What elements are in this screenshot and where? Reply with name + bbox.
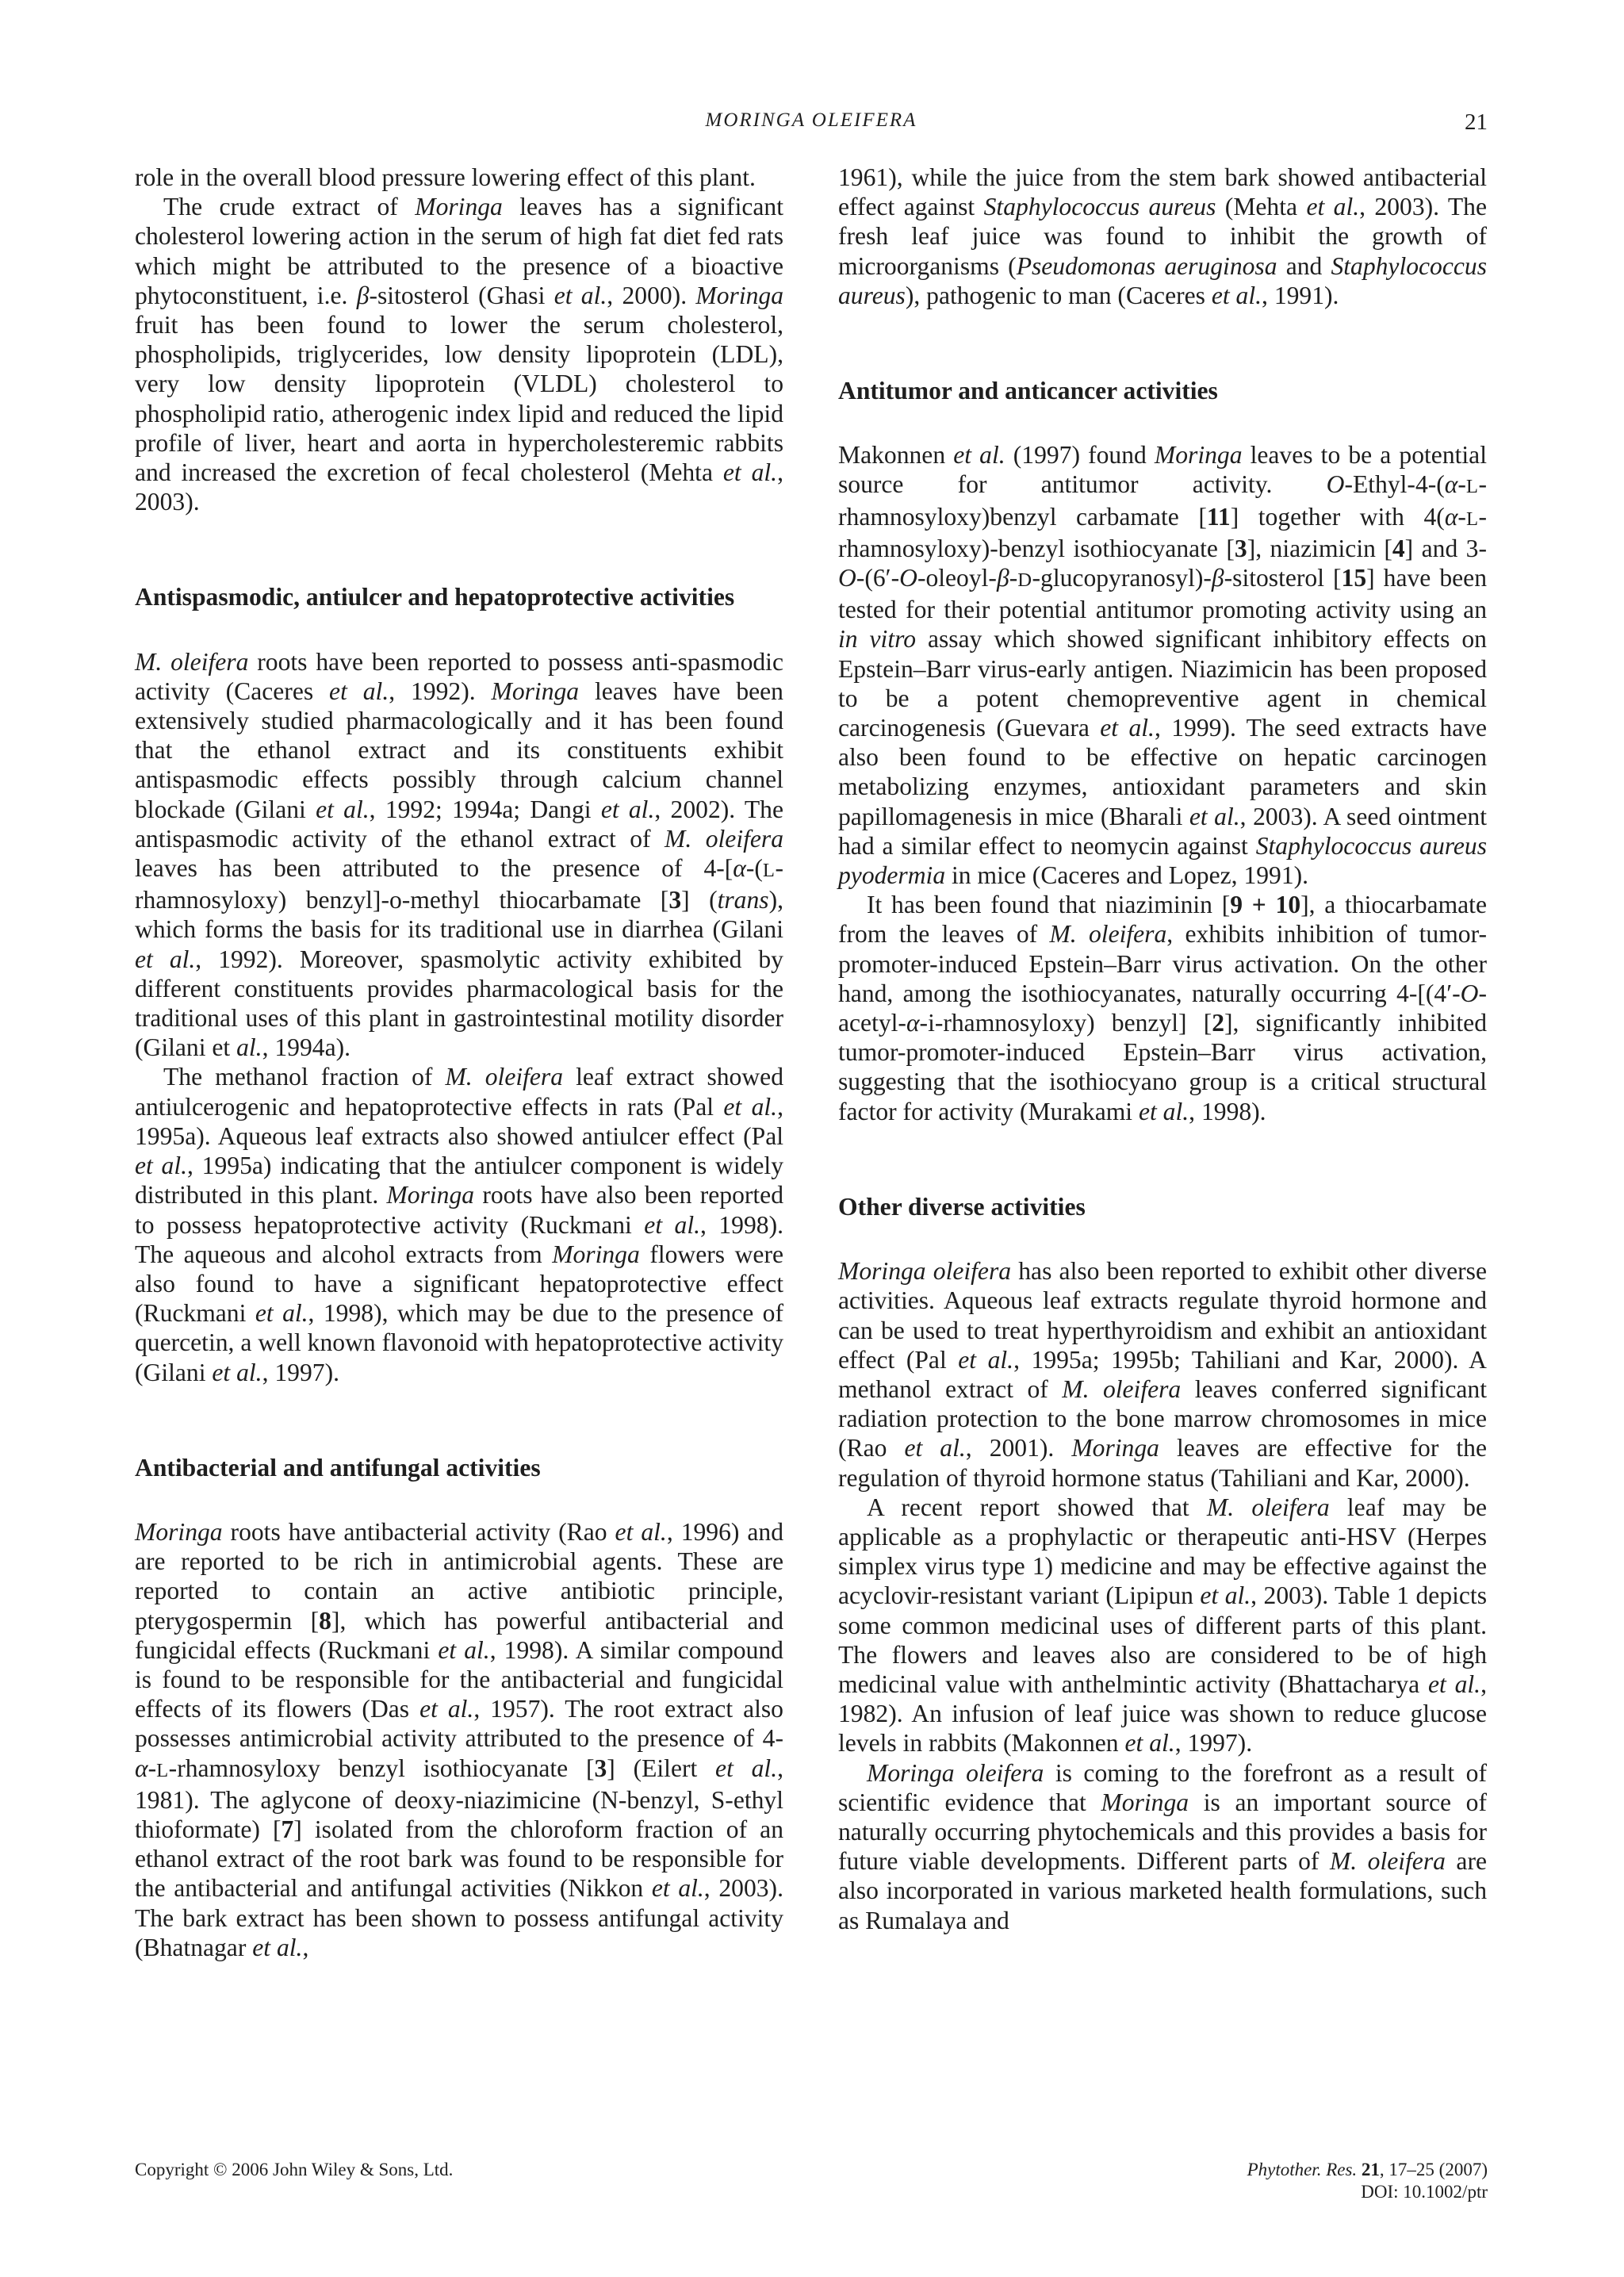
right-column <box>838 163 1487 1935</box>
paragraph: It has been found that niaziminin [9 + 10], a thiocarbamate from the leaves of M. oleifera, exhibits inhibition of tumor-promoter-induced Epstein–Barr virus activation. On the other hand, among the isothiocyanates, naturally occurring 4-[(4′-O-acetyl-α-i-rhamnosyloxy) benzyl] [2], significantly inhibited tumor-promoter-induced Epstein–Barr virus activation, suggesting that the isothiocyano group is a critical structural factor for activity (Murakami et al., 1998). <box>838 891 1487 1125</box>
paragraph: role in the overall blood pressure lowering effect of this plant. <box>135 163 756 191</box>
paragraph: The methanol fraction of M. oleifera leaf extract showed antiulcerogenic and hepatoprotective effects in rats (Pal et al., 1995a). Aqueous leaf extracts also showed antiulcer effect (Pal et al., 1995a) indicating that the antiulcer component is widely distributed in this plant. Moringa roots have also been reported to possess hepatoprotective activity (Ruckmani et al., 1998). The aqueous and alcohol extracts from Moringa flowers were also found to have a significant hepatoprotective effect (Ruckmani et al., 1998), which may be due to the presence of quercetin, a well known flavonoid with hepatoprotective activity (Gilani et al., 1997). <box>135 1063 784 1386</box>
paragraph: Makonnen et al. (1997) found Moringa leaves to be a potential source for antitumor activity. O-Ethyl-4-(α-L-rhamnosyloxy)benzyl carbamate [11] together with 4(α-L-rhamnosyloxy)-benzyl isothiocyanate [3], niazimicin [4] and 3-O-(6′-O-oleoyl-β-D-glucopyranosyl)-β-sitosterol [15] have been tested for their potential antitumor promoting activity using an in vitro assay which showed significant inhibitory effects on Epstein–Barr virus-early antigen. Niazimicin has been proposed to be a potent chemopreventive agent in chemical carcinogenesis (Guevara et al., 1999). The seed extracts have also been found to be effective on hepatic carcinogen metabolizing enzymes, antioxidant parameters and skin papillomagenesis in mice (Bharali et al., 2003). A seed ointment had a similar effect to neomycin against Staphylococcus aureus pyodermia in mice (Caceres and Lopez, 1991). <box>838 441 1488 890</box>
doi: DOI: 10.1002/ptr <box>1361 2182 1488 2202</box>
paragraph: 1961), while the juice from the stem bark showed antibacterial effect against Staphylococcus aureus (Mehta et al., 2003). The fresh leaf juice was found to inhibit the growth of microorganisms (Pseudomonas aeruginosa and Staphylococcus aureus), pathogenic to man (Caceres et al., 1991). <box>838 163 1487 309</box>
journal-name: Phytother. Res. <box>1247 2160 1358 2179</box>
section-heading: Antitumor and anticancer activities <box>838 377 1218 405</box>
paragraph: A recent report showed that M. oleifera leaf may be applicable as a prophylactic or therapeutic anti-HSV (Herpes simplex virus type 1) medicine and may be effective against the acyclovir-resistant variant (Lipipun et al., 2003). Table 1 depicts some common medicinal uses of different parts of this plant. The flowers and leaves also are considered to be of high medicinal value with anthelmintic activity (Bhattacharya et al., 1982). An infusion of leaf juice was shown to reduce glucose levels in rabbits (Makonnen et al., 1997). <box>838 1493 1487 1758</box>
journal-citation <box>1247 2159 1488 2203</box>
paragraph: Moringa oleifera has also been reported to exhibit other diverse activities. Aqueous leaf extracts regulate thyroid hormone and can be used to treat hyperthyroidism and exhibit an antioxidant effect (Pal et al., 1995a; 1995b; Tahiliani and Kar, 2000). A methanol extract of M. oleifera leaves conferred significant radiation protection to the bone marrow chromosomes in mice (Rao et al., 2001). Moringa leaves are effective for the regulation of thyroid hormone status (Tahiliani and Kar, 2000). <box>838 1257 1487 1492</box>
page-number: 21 <box>1465 109 1488 135</box>
paragraph: M. oleifera roots have been reported to possess anti-spasmodic activity (Caceres et al., 1992). Moringa leaves have been extensively studied pharmacologically and it has been found that the ethanol extract and its constituents exhibit antispasmodic effects possibly through calcium channel blockade (Gilani et al., 1992; 1994a; Dangi et al., 2002). The antispasmodic activity of the ethanol extract of M. oleifera leaves has been attributed to the presence of 4-[α-(L-rhamnosyloxy) benzyl]-o-methyl thiocarbamate [3] (trans), which forms the basis for its traditional use in diarrhea (Gilani et al., 1992). Moreover, spasmolytic activity exhibited by different constituents provides pharmacological basis for the traditional uses of this plant in gastrointestinal motility disorder (Gilani et al., 1994a). <box>135 647 783 1062</box>
section-heading: Other diverse activities <box>838 1192 1086 1221</box>
copyright: Copyright © 2006 John Wiley & Sons, Ltd. <box>135 2160 454 2179</box>
paragraph: Moringa oleifera is coming to the forefront as a result of scientific evidence that Moringa is an important source of naturally occurring phytochemicals and this provides a basis for future viable developments. Different parts of M. oleifera are also incorporated in various marketed health formulations, such as Rumalaya and <box>838 1758 1487 1934</box>
paragraph: Moringa roots have antibacterial activity (Rao et al., 1996) and are reported to be rich in antimicrobial agents. These are reported to contain an active antibiotic principle, pterygospermin [8], which has powerful antibacterial and fungicidal effects (Ruckmani et al., 1998). A similar compound is found to be responsible for the antibacterial and fungicidal effects of its flowers (Das et al., 1957). The root extract also possesses antimicrobial activity attributed to the presence of 4-α-L-rhamnosyloxy benzyl isothiocyanate [3] (Eilert et al., 1981). The aglycone of deoxy-niazimicine (N-benzyl, S-ethyl thioformate) [7] isolated from the chloroform fraction of an ethanol extract of the root bark was found to be responsible for the antibacterial and antifungal activities (Nikkon et al., 2003). The bark extract has been shown to possess antifungal activity (Bhatnagar et al., <box>135 1517 784 1961</box>
paragraph: The crude extract of Moringa leaves has a significant cholesterol lowering action in the serum of high fat diet fed rats which might be attributed to the presence of a bioactive phytoconstituent, i.e. β-sitosterol (Ghasi et al., 2000). Moringa fruit has been found to lower the serum cholesterol, phospholipids, triglycerides, low density lipoprotein (LDL), very low density lipoprotein (VLDL) cholesterol to phospholipid ratio, atherogenic index lipid and reduced the lipid profile of liver, heart and aorta in hypercholesteremic rabbits and increased the excretion of fecal cholesterol (Mehta et al., 2003). <box>135 193 783 516</box>
section-heading: Antispasmodic, antiulcer and hepatoprotective activities <box>135 583 735 611</box>
journal-volume: 21 <box>1361 2160 1380 2179</box>
left-column <box>135 163 783 1962</box>
section-heading: Antibacterial and antifungal activities <box>135 1453 541 1482</box>
running-head <box>135 109 1488 141</box>
journal-pages: , 17–25 (2007) <box>1379 2160 1488 2179</box>
running-head-title: MORINGA OLEIFERA <box>705 109 917 131</box>
page-footer <box>135 2159 1488 2206</box>
